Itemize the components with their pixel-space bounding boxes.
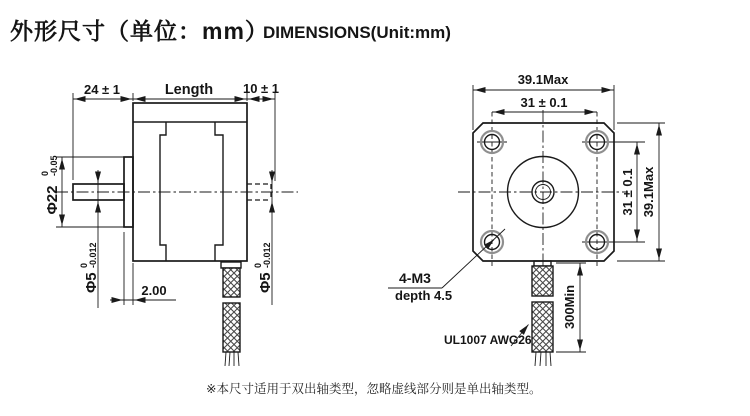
cable-front-view (532, 261, 553, 366)
front-shaft-tol-upper: 0 (79, 262, 89, 268)
page-title (10, 18, 451, 44)
boss-diameter-text: Φ22 (44, 185, 61, 215)
mounting-holes-text: 4-M3 (399, 270, 431, 286)
mounting-hole-top-left (477, 131, 507, 153)
dim-rear-shaft-length: 10 ± 1 (242, 81, 280, 96)
boss-tol-upper: 0 (40, 170, 50, 176)
lead-wire-callout (444, 325, 532, 348)
dim-hole-spacing-vertical (620, 142, 637, 242)
cable-length-text: 300Min (562, 284, 577, 330)
title-english: DIMENSIONS(Unit:mm) (263, 23, 451, 42)
mounting-holes-callout (388, 229, 505, 303)
width-max-text: 39.1Max (517, 72, 569, 87)
height-max-text: 39.1Max (641, 166, 656, 218)
dim-body-length: Length (164, 82, 214, 98)
front-shaft-diameter-text: Φ5 (83, 272, 100, 293)
cable-side-view (221, 262, 241, 366)
title-chinese: 外形尺寸（单位：mm） (10, 18, 269, 44)
rear-shaft-diameter-text: Φ5 (257, 272, 274, 293)
hole-spacing-vertical-text: 31 ± 0.1 (620, 168, 635, 216)
footnote: ※本尺寸适用于双出轴类型，忽略虚线部分则是单出轴类型。 (206, 382, 542, 396)
motor-front-view (388, 72, 665, 366)
side-view-top-dimensions (73, 81, 279, 181)
dim-boss-diameter (40, 155, 62, 227)
boss-depth-text: 2.00 (141, 283, 167, 298)
boss-tol-lower: -0.05 (49, 155, 59, 176)
dim-hole-spacing-horizontal (492, 95, 597, 112)
rear-shaft-tol-lower: -0.012 (262, 242, 272, 268)
mounting-holes-depth-text: depth 4.5 (395, 288, 453, 303)
motor-body-outline (133, 103, 247, 261)
motor-side-view (40, 81, 298, 366)
dim-rear-shaft-diameter (253, 170, 274, 305)
wire-strands-front (535, 352, 551, 366)
dim-front-shaft-length: 24 ± 1 (83, 82, 121, 97)
rear-shaft-tol-upper: 0 (253, 262, 263, 268)
dim-front-shaft-diameter (79, 170, 100, 308)
lead-wire-text: UL1007 AWG26 (444, 333, 532, 347)
front-shaft-tol-lower: -0.012 (88, 242, 98, 268)
dim-boss-depth (110, 232, 176, 305)
wire-strands-side (225, 352, 239, 366)
dim-cable-length (556, 263, 586, 352)
hole-spacing-horizontal-text: 31 ± 0.1 (520, 95, 568, 110)
